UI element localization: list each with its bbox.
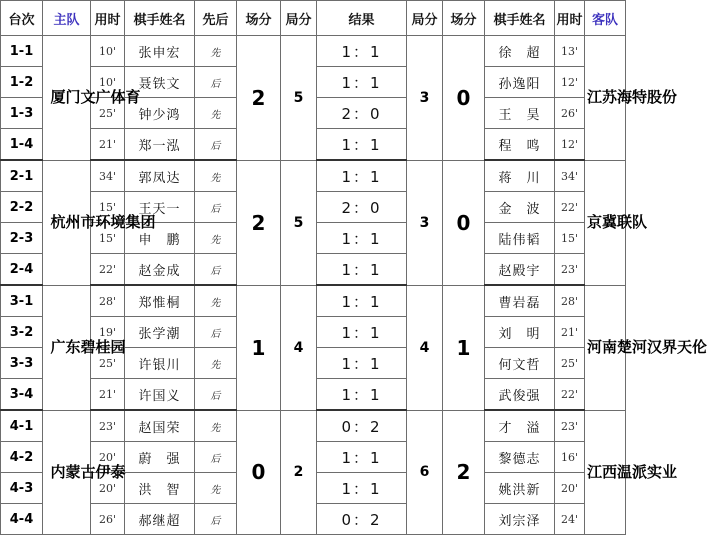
board-row (1, 410, 626, 442)
home-match-points: 1 (237, 285, 281, 410)
away-player-name: 黎德志 (485, 442, 555, 473)
away-player-name: 蒋 川 (485, 160, 555, 192)
move-order: 先 (195, 410, 237, 442)
away-team-label: 河南楚河汉界天伦 (587, 338, 707, 356)
away-time: 28' (555, 285, 585, 317)
home-time: 25' (91, 348, 125, 379)
header-row (1, 1, 626, 36)
header-games-away: 局分 (407, 1, 443, 36)
move-order: 先 (195, 473, 237, 504)
home-player-name: 郑惟桐 (125, 285, 195, 317)
header-away-team: 客队 (585, 1, 626, 36)
header-home-team: 主队 (43, 1, 91, 36)
away-time: 15' (555, 223, 585, 254)
board-table-no: 1-2 (1, 67, 43, 98)
board-result: 1：1 (317, 317, 407, 348)
home-game-points: 2 (281, 410, 317, 535)
header-time-home: 用时 (91, 1, 125, 36)
board-result: 1：1 (317, 379, 407, 411)
home-player-name: 郝继超 (125, 504, 195, 535)
board-result: 1：1 (317, 285, 407, 317)
away-time: 20' (555, 473, 585, 504)
away-time: 12' (555, 67, 585, 98)
home-time: 15' (91, 192, 125, 223)
home-time: 23' (91, 410, 125, 442)
board-table-no: 2-1 (1, 160, 43, 192)
move-order: 先 (195, 98, 237, 129)
board-result: 1：1 (317, 473, 407, 504)
move-order: 后 (195, 129, 237, 161)
home-time: 28' (91, 285, 125, 317)
home-time: 10' (91, 36, 125, 67)
move-order: 后 (195, 317, 237, 348)
board-row (1, 36, 626, 67)
away-team-label: 江苏海特股份 (587, 88, 678, 107)
home-time: 21' (91, 129, 125, 161)
board-result: 0：2 (317, 504, 407, 535)
board-table-no: 2-3 (1, 223, 43, 254)
board-result: 1：1 (317, 442, 407, 473)
away-team-name (585, 36, 678, 161)
away-team-label: 江西温派实业 (587, 462, 678, 481)
board-table-no: 2-2 (1, 192, 43, 223)
away-player-name: 程 鸣 (485, 129, 555, 161)
away-player-name: 孙逸阳 (485, 67, 555, 98)
home-time: 22' (91, 254, 125, 286)
home-game-points: 4 (281, 285, 317, 410)
home-match-points: 0 (237, 410, 281, 535)
away-time: 25' (555, 348, 585, 379)
home-time: 21' (91, 379, 125, 411)
away-time: 21' (555, 317, 585, 348)
home-player-name: 张学潮 (125, 317, 195, 348)
home-time: 10' (91, 67, 125, 98)
away-time: 13' (555, 36, 585, 67)
home-time: 34' (91, 160, 125, 192)
move-order: 后 (195, 67, 237, 98)
away-match-points: 2 (443, 410, 485, 535)
header-order: 先后 (195, 1, 237, 36)
away-time: 22' (555, 192, 585, 223)
board-result: 2：0 (317, 192, 407, 223)
home-player-name: 钟少鸿 (125, 98, 195, 129)
away-player-name: 徐 超 (485, 36, 555, 67)
away-team-name (585, 410, 678, 535)
away-player-name: 才 溢 (485, 410, 555, 442)
move-order: 先 (195, 36, 237, 67)
away-player-name: 陆伟韬 (485, 223, 555, 254)
home-player-name: 赵金成 (125, 254, 195, 286)
home-player-name: 许银川 (125, 348, 195, 379)
move-order: 后 (195, 379, 237, 411)
home-player-name: 郭凤达 (125, 160, 195, 192)
home-game-points: 5 (281, 160, 317, 285)
away-game-points: 4 (407, 285, 443, 410)
away-game-points: 3 (407, 36, 443, 161)
board-result: 1：1 (317, 160, 407, 192)
away-player-name: 曹岩磊 (485, 285, 555, 317)
header-table-no: 台次 (1, 1, 43, 36)
board-table-no: 4-4 (1, 504, 43, 535)
away-match-points: 0 (443, 36, 485, 161)
home-player-name: 王天一 (125, 192, 195, 223)
home-time: 25' (91, 98, 125, 129)
board-table-no: 1-1 (1, 36, 43, 67)
move-order: 后 (195, 504, 237, 535)
board-result: 1：1 (317, 67, 407, 98)
home-time: 26' (91, 504, 125, 535)
away-team-name (585, 160, 648, 285)
home-match-points: 2 (237, 36, 281, 161)
away-game-points: 3 (407, 160, 443, 285)
board-table-no: 2-4 (1, 254, 43, 286)
home-player-name: 郑一泓 (125, 129, 195, 161)
home-game-points: 5 (281, 36, 317, 161)
header-time-away: 用时 (555, 1, 585, 36)
home-player-name: 蔚 强 (125, 442, 195, 473)
board-table-no: 3-1 (1, 285, 43, 317)
board-result: 1：1 (317, 129, 407, 161)
away-time: 23' (555, 410, 585, 442)
board-result: 1：1 (317, 223, 407, 254)
board-row (1, 285, 626, 317)
move-order: 先 (195, 160, 237, 192)
away-time: 24' (555, 504, 585, 535)
away-player-name: 金 波 (485, 192, 555, 223)
board-result: 2：0 (317, 98, 407, 129)
home-time: 20' (91, 442, 125, 473)
move-order: 后 (195, 254, 237, 286)
header-points-home: 场分 (237, 1, 281, 36)
home-team-label: 厦门文广体育 (50, 88, 141, 107)
board-table-no: 4-3 (1, 473, 43, 504)
move-order: 先 (195, 348, 237, 379)
board-result: 0：2 (317, 410, 407, 442)
board-row (1, 160, 626, 192)
away-player-name: 武俊强 (485, 379, 555, 411)
away-time: 34' (555, 160, 585, 192)
move-order: 后 (195, 442, 237, 473)
move-order: 先 (195, 285, 237, 317)
home-time: 15' (91, 223, 125, 254)
header-games-home: 局分 (281, 1, 317, 36)
away-player-name: 刘宗泽 (485, 504, 555, 535)
away-player-name: 赵殿宇 (485, 254, 555, 286)
home-player-name: 张申宏 (125, 36, 195, 67)
home-team-label: 杭州市环境集团 (50, 213, 156, 231)
home-team-label: 广东碧桂园 (50, 338, 126, 356)
board-result: 1：1 (317, 36, 407, 67)
home-player-name: 申 鹏 (125, 223, 195, 254)
header-name-home: 棋手姓名 (125, 1, 195, 36)
board-table-no: 3-3 (1, 348, 43, 379)
away-match-points: 0 (443, 160, 485, 285)
board-table-no: 4-1 (1, 410, 43, 442)
away-match-points: 1 (443, 285, 485, 410)
board-table-no: 3-2 (1, 317, 43, 348)
board-result: 1：1 (317, 254, 407, 286)
home-match-points: 2 (237, 160, 281, 285)
away-time: 12' (555, 129, 585, 161)
away-time: 23' (555, 254, 585, 286)
away-time: 16' (555, 442, 585, 473)
away-player-name: 何文哲 (485, 348, 555, 379)
home-player-name: 洪 智 (125, 473, 195, 504)
board-table-no: 3-4 (1, 379, 43, 411)
header-result: 结果 (317, 1, 407, 36)
board-result: 1：1 (317, 348, 407, 379)
board-table-no: 4-2 (1, 442, 43, 473)
home-player-name: 赵国荣 (125, 410, 195, 442)
board-table-no: 1-4 (1, 129, 43, 161)
away-player-name: 刘 明 (485, 317, 555, 348)
away-player-name: 姚洪新 (485, 473, 555, 504)
away-time: 26' (555, 98, 585, 129)
header-name-away: 棋手姓名 (485, 1, 555, 36)
board-table-no: 1-3 (1, 98, 43, 129)
away-player-name: 王 昊 (485, 98, 555, 129)
home-time: 19' (91, 317, 125, 348)
move-order: 先 (195, 223, 237, 254)
away-team-label: 京冀联队 (587, 213, 648, 231)
move-order: 后 (195, 192, 237, 223)
away-time: 22' (555, 379, 585, 411)
home-player-name: 聂铁文 (125, 67, 195, 98)
home-team-label: 内蒙古伊泰 (50, 462, 126, 481)
home-time: 20' (91, 473, 125, 504)
away-game-points: 6 (407, 410, 443, 535)
header-points-away: 场分 (443, 1, 485, 36)
home-player-name: 许国义 (125, 379, 195, 411)
away-team-name (585, 285, 707, 410)
